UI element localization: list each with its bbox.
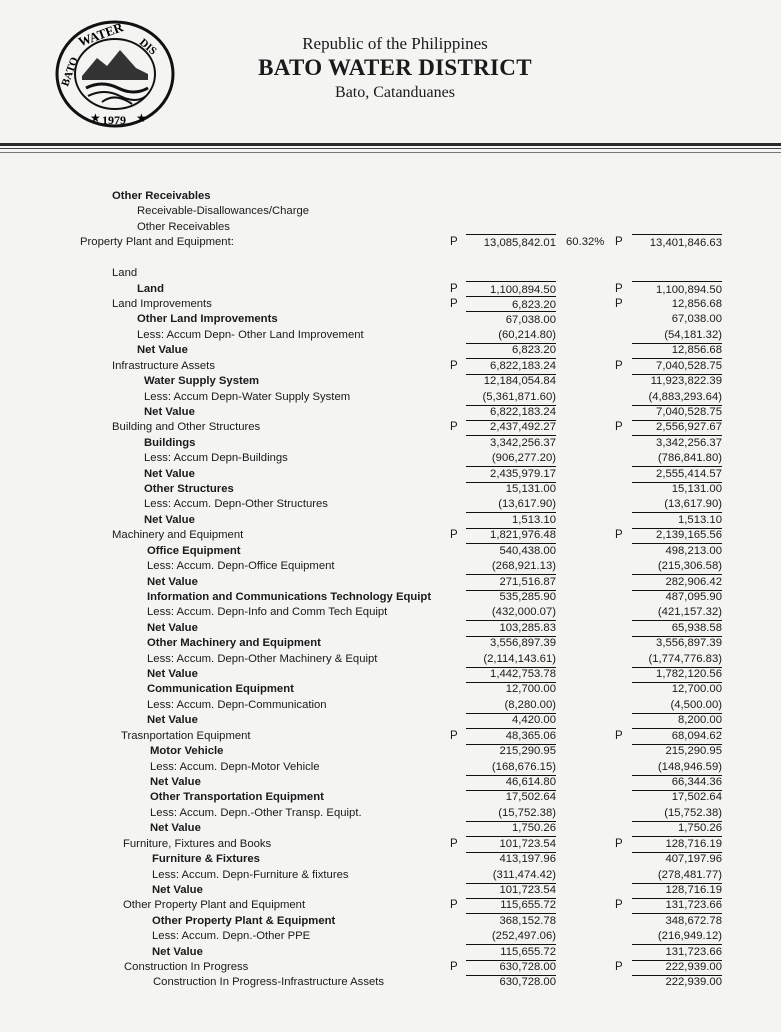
- percent-value: 60.32%: [566, 236, 605, 249]
- row-label: Other Land Improvements: [137, 313, 278, 326]
- current-year-value: 535,285.90: [499, 590, 556, 603]
- current-year-value: 1,513.10: [466, 512, 556, 529]
- schedule-row: [0, 419, 781, 435]
- prior-year-value: 3,342,256.37: [656, 436, 722, 449]
- current-year-value: 6,822,183.24: [466, 358, 556, 375]
- prior-year-value: 65,938.58: [632, 620, 722, 637]
- prior-year-value: 12,700.00: [671, 683, 722, 696]
- prior-year-value: 487,095.90: [665, 590, 722, 603]
- row-label: Construction In Progress-Infrastructure Assets: [153, 976, 385, 989]
- schedule-row: [0, 373, 781, 389]
- row-label: Less: Accum. Depn.-Other Transp. Equipt.: [150, 806, 362, 819]
- row-label: Infrastructure Assets: [112, 359, 215, 372]
- svg-text:WATER: WATER: [76, 19, 126, 50]
- peso-sign: P: [615, 236, 623, 249]
- prior-year-value: 68,094.62: [632, 728, 722, 745]
- header-rule: [0, 143, 781, 146]
- schedule-row: [0, 342, 781, 358]
- prior-year-value: (215,306.58): [632, 558, 722, 575]
- row-label: Less: Accum. Depn-Other Structures: [144, 498, 328, 511]
- current-year-value: 103,285.83: [466, 620, 556, 637]
- schedule-row: [0, 558, 781, 574]
- schedule-row: [0, 604, 781, 620]
- prior-year-value: 3,556,897.39: [656, 637, 722, 650]
- row-label: Other Property Plant & Equipment: [152, 914, 336, 927]
- row-label: Buildings: [144, 436, 196, 449]
- current-year-value: 630,728.00: [499, 976, 556, 989]
- row-label: Net Value: [144, 513, 195, 526]
- current-year-value: 12,700.00: [505, 683, 556, 696]
- schedule-row: [0, 759, 781, 775]
- schedule-row: [0, 805, 781, 821]
- current-year-value: (5,361,871.60): [466, 389, 556, 406]
- row-label: Furniture & Fixtures: [152, 853, 260, 866]
- schedule-row: [0, 789, 781, 805]
- current-year-value: 1,821,976.48: [466, 527, 556, 544]
- row-label: Net Value: [147, 575, 198, 588]
- prior-year-value: 407,197.96: [665, 853, 722, 866]
- schedule-row: [0, 635, 781, 651]
- prior-year-value: 13,401,846.63: [632, 234, 722, 251]
- row-label: Other Structures: [144, 483, 234, 495]
- row-label: Net Value: [150, 776, 201, 788]
- peso-sign: P: [450, 421, 458, 434]
- row-label: Net Value: [144, 405, 195, 418]
- row-label: Office Equipment: [147, 544, 241, 557]
- header-rule: [0, 148, 781, 149]
- svg-text:★: ★: [136, 111, 147, 125]
- document-header: [200, 34, 590, 104]
- schedule-row: [0, 435, 781, 451]
- row-label: Less: Accum. Depn-Communication: [147, 698, 327, 711]
- prior-year-value: 17,502.64: [671, 791, 722, 804]
- schedule-row: [0, 666, 781, 682]
- peso-sign: P: [615, 961, 623, 973]
- prior-year-value: 128,716.19: [632, 836, 722, 853]
- header-rule: [0, 152, 781, 153]
- schedule-row: [0, 466, 781, 482]
- row-label: Less: Accum. Depn-Office Equipment: [147, 560, 335, 573]
- prior-year-value: (4,500.00): [632, 697, 722, 714]
- row-label: Other Property Plant and Equipment: [123, 899, 306, 912]
- row-label: Building and Other Structures: [112, 421, 261, 434]
- prior-year-value: 11,923,822.39: [650, 375, 722, 387]
- peso-sign: P: [450, 837, 458, 850]
- prior-year-value: 215,290.95: [665, 745, 722, 758]
- schedule-row: [0, 450, 781, 466]
- schedule-row: [0, 203, 781, 219]
- schedule-row: [0, 651, 781, 667]
- prior-year-value: 348,672.78: [665, 914, 722, 927]
- row-label: Land Improvements: [112, 297, 212, 310]
- current-year-value: (252,497.06): [466, 928, 556, 945]
- schedule-row: [0, 589, 781, 605]
- current-year-value: 1,442,753.78: [466, 666, 556, 683]
- prior-year-value: (4,883,293.64): [632, 389, 722, 406]
- schedule-row: [0, 743, 781, 759]
- row-label: Other Receivables: [137, 220, 230, 233]
- current-year-value: 3,556,897.39: [490, 637, 556, 650]
- republic-line: Republic of the Philippines: [302, 34, 488, 53]
- row-label: Land: [112, 267, 138, 280]
- current-year-value: 2,437,492.27: [466, 419, 556, 436]
- prior-year-value: 8,200.00: [632, 712, 722, 729]
- current-year-value: (168,676.15): [466, 759, 556, 776]
- peso-sign: P: [450, 729, 458, 742]
- peso-sign: P: [615, 899, 623, 912]
- schedule-row: [0, 836, 781, 852]
- schedule-row: [0, 358, 781, 374]
- peso-sign: P: [615, 297, 623, 310]
- prior-year-value: 12,856.68: [671, 297, 722, 310]
- prior-year-value: (278,481.77): [632, 867, 722, 884]
- current-year-value: (906,277.20): [466, 450, 556, 467]
- row-label: Motor Vehicle: [150, 745, 224, 758]
- row-label: Less: Accum. Depn-Motor Vehicle: [150, 760, 320, 773]
- current-year-value: 6,823.20: [466, 296, 556, 313]
- row-label: Net Value: [152, 945, 203, 958]
- row-label: Net Value: [147, 714, 198, 727]
- current-year-value: 271,516.87: [466, 574, 556, 591]
- current-year-value: 413,197.96: [499, 853, 556, 866]
- schedule-row: [0, 543, 781, 559]
- row-label: Less: Accum. Depn.-Other PPE: [152, 930, 311, 943]
- row-label: Less: Accum. Depn-Furniture & fixtures: [152, 868, 349, 881]
- current-year-value: 115,655.72: [466, 897, 556, 914]
- peso-sign: P: [450, 282, 458, 295]
- current-year-value: 15,131.00: [505, 483, 556, 495]
- row-label: Machinery and Equipment: [112, 529, 244, 542]
- current-year-value: 368,152.78: [499, 914, 556, 927]
- current-year-value: (311,474.42): [466, 867, 556, 884]
- prior-year-value: 282,906.42: [632, 574, 722, 591]
- prior-year-value: 7,040,528.75: [632, 404, 722, 421]
- peso-sign: P: [615, 729, 623, 742]
- schedule-row: [0, 697, 781, 713]
- peso-sign: P: [450, 297, 458, 310]
- current-year-value: 1,100,894.50: [466, 281, 556, 298]
- current-year-value: (2,114,143.61): [466, 651, 556, 668]
- prior-year-value: 498,213.00: [665, 544, 722, 557]
- schedule-row: [0, 296, 781, 312]
- schedule-row: [0, 481, 781, 497]
- peso-sign: P: [615, 529, 623, 542]
- schedule-row: [0, 250, 781, 266]
- current-year-value: (268,921.13): [466, 558, 556, 575]
- peso-sign: P: [450, 529, 458, 542]
- row-label: Less: Accum Depn-Buildings: [144, 452, 288, 465]
- current-year-value: (13,617.90): [466, 496, 556, 513]
- current-year-value: 48,365.06: [466, 728, 556, 745]
- peso-sign: P: [615, 421, 623, 434]
- row-label: Net Value: [147, 621, 198, 634]
- current-year-value: 2,435,979.17: [466, 466, 556, 483]
- current-year-value: 17,502.64: [505, 791, 556, 804]
- row-label: Net Value: [150, 822, 201, 835]
- schedule-row: [0, 512, 781, 528]
- prior-year-value: 131,723.66: [632, 944, 722, 961]
- schedule-row: [0, 496, 781, 512]
- row-label: Less: Accum. Depn-Info and Comm Tech Equipt: [147, 606, 388, 619]
- schedule-row: [0, 897, 781, 913]
- schedule-row: [0, 327, 781, 343]
- schedule-row: [0, 774, 781, 790]
- prior-year-value: 1,750.26: [632, 820, 722, 837]
- current-year-value: 4,420.00: [466, 712, 556, 729]
- schedule-row: [0, 882, 781, 898]
- schedule-row: [0, 281, 781, 297]
- svg-text:BATO: BATO: [59, 55, 81, 89]
- prior-year-value: (15,752.38): [632, 805, 722, 822]
- current-year-value: 101,723.54: [466, 836, 556, 853]
- prior-year-value: 2,556,927.67: [632, 419, 722, 436]
- schedule-row: [0, 728, 781, 744]
- schedule-row: [0, 219, 781, 235]
- current-year-value: 6,822,183.24: [466, 404, 556, 421]
- peso-sign: P: [450, 359, 458, 372]
- prior-year-value: (421,157.32): [632, 604, 722, 621]
- prior-year-value: 128,716.19: [632, 882, 722, 899]
- peso-sign: P: [615, 837, 623, 850]
- current-year-value: (60,214.80): [466, 327, 556, 344]
- current-year-value: 13,085,842.01: [466, 234, 556, 251]
- peso-sign: P: [615, 282, 623, 295]
- row-label: Net Value: [147, 668, 198, 680]
- row-label: Water Supply System: [144, 375, 260, 387]
- prior-year-value: 1,782,120.56: [632, 666, 722, 683]
- peso-sign: P: [450, 236, 458, 249]
- row-label: Other Transportation Equipment: [150, 791, 324, 804]
- prior-year-value: 7,040,528.75: [632, 358, 722, 375]
- current-year-value: 3,342,256.37: [490, 436, 556, 449]
- row-label: Less: Accum Depn- Other Land Improvement: [137, 328, 364, 341]
- row-label: Other Machinery and Equipment: [147, 637, 321, 650]
- schedule-row: [0, 265, 781, 281]
- schedule-row: [0, 820, 781, 836]
- row-label: Information and Communications Technology Equipt: [147, 590, 432, 603]
- schedule-row: [0, 389, 781, 405]
- peso-sign: P: [615, 359, 623, 372]
- peso-sign: P: [450, 899, 458, 912]
- schedule-row: [0, 974, 781, 990]
- prior-year-value: 15,131.00: [671, 483, 722, 495]
- prior-year-value: 222,939.00: [665, 976, 722, 989]
- prior-year-value: (216,949.12): [632, 928, 722, 945]
- current-year-value: 101,723.54: [466, 882, 556, 899]
- schedule-row: [0, 928, 781, 944]
- schedule-row: [0, 681, 781, 697]
- current-year-value: 540,438.00: [499, 544, 556, 557]
- schedule-row: [0, 311, 781, 327]
- schedule-row: [0, 867, 781, 883]
- row-label: Net Value: [137, 344, 188, 357]
- schedule-row: [0, 188, 781, 204]
- row-label: Less: Accum. Depn-Other Machinery & Equipt: [147, 652, 378, 665]
- row-label: Property Plant and Equipment:: [80, 236, 234, 249]
- prior-year-value: 2,139,165.56: [632, 527, 722, 544]
- prior-year-value: 1,513.10: [632, 512, 722, 529]
- svg-text:DIS: DIS: [137, 36, 159, 58]
- prior-year-value: 2,555,414.57: [632, 466, 722, 483]
- schedule-row: [0, 913, 781, 929]
- row-label: Other Receivables: [112, 190, 211, 202]
- row-label: Communication Equipment: [147, 683, 294, 696]
- row-label: Trasnportation Equipment: [121, 729, 251, 742]
- current-year-value: 215,290.95: [499, 745, 556, 758]
- prior-year-value: 67,038.00: [671, 313, 722, 326]
- prior-year-value: (54,181.32): [632, 327, 722, 344]
- schedule-row: [0, 404, 781, 420]
- current-year-value: 6,823.20: [466, 342, 556, 359]
- schedule-row: [0, 620, 781, 636]
- prior-year-value: (786,841.80): [632, 450, 722, 467]
- row-label: Net Value: [152, 883, 203, 896]
- schedule-row: [0, 712, 781, 728]
- schedule-row: [0, 574, 781, 590]
- schedule-row: [0, 851, 781, 867]
- svg-text:★: ★: [90, 111, 101, 125]
- row-label: Land: [137, 282, 164, 295]
- current-year-value: (15,752.38): [466, 805, 556, 822]
- prior-year-value: 66,344.36: [632, 774, 722, 791]
- district-name: BATO WATER DISTRICT: [258, 55, 532, 80]
- svg-text:1979: 1979: [102, 113, 126, 127]
- prior-year-value: 222,939.00: [632, 959, 722, 976]
- schedule-row: [0, 959, 781, 975]
- row-label: Construction In Progress: [124, 961, 249, 973]
- schedule-row: [0, 944, 781, 960]
- prior-year-value: 131,723.66: [632, 897, 722, 914]
- current-year-value: (8,280.00): [466, 697, 556, 714]
- row-label: Receivable-Disallowances/Charge: [137, 205, 310, 218]
- current-year-value: (432,000.07): [466, 604, 556, 621]
- prior-year-value: (13,617.90): [632, 496, 722, 513]
- current-year-value: 630,728.00: [466, 959, 556, 976]
- row-label: Furniture, Fixtures and Books: [123, 837, 272, 850]
- schedule-row: [0, 234, 781, 250]
- prior-year-value: 1,100,894.50: [632, 281, 722, 298]
- row-label: Net Value: [144, 467, 195, 480]
- district-location: Bato, Catanduanes: [335, 84, 455, 101]
- current-year-value: 67,038.00: [466, 311, 556, 328]
- water-district-seal: [52, 18, 178, 130]
- current-year-value: 1,750.26: [466, 820, 556, 837]
- current-year-value: 12,184,054.84: [483, 375, 556, 387]
- prior-year-value: (148,946.59): [632, 759, 722, 776]
- schedule-row: [0, 527, 781, 543]
- current-year-value: 115,655.72: [466, 944, 556, 961]
- row-label: Less: Accum Depn-Water Supply System: [144, 390, 351, 403]
- current-year-value: 46,614.80: [466, 774, 556, 791]
- prior-year-value: 12,856.68: [632, 342, 722, 359]
- peso-sign: P: [450, 961, 458, 973]
- prior-year-value: (1,774,776.83): [632, 651, 722, 668]
